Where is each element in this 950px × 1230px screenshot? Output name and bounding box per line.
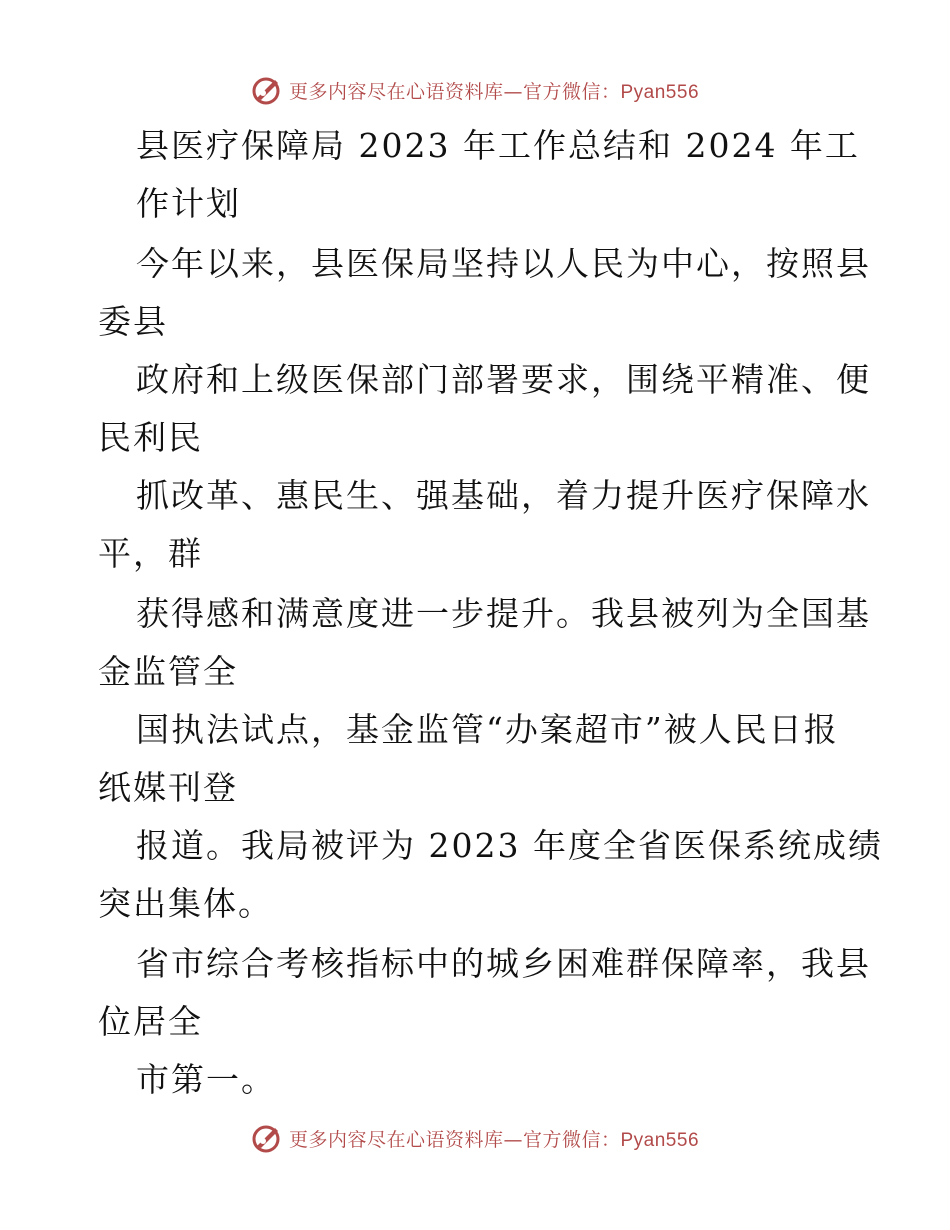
paragraph-line: 位居全 (98, 1002, 203, 1041)
paragraph-line: 报道。我局被评为 2023 年度全省医保系统成绩 (136, 826, 883, 865)
paragraph-line: 政府和上级医保部门部署要求，围绕平精准、便 (136, 360, 871, 399)
wechat-id: Pyan556 (620, 1129, 700, 1151)
paragraph-line: 市第一。 (136, 1060, 276, 1099)
paragraph-line: 突出集体。 (98, 884, 273, 923)
doc-title-line-1: 县医疗保障局 2023 年工作总结和 2024 年工 (136, 126, 860, 165)
paragraph-line: 今年以来，县医保局坚持以人民为中心，按照县 (136, 244, 871, 283)
paragraph-line: 金监管全 (98, 652, 238, 691)
watermark-text: 更多内容尽在心语资料库—官方微信：Pyan556 (288, 1128, 700, 1151)
watermark-banner-bottom (0, 1118, 950, 1158)
paragraph-line: 纸媒刊登 (98, 768, 238, 807)
paragraph-line: 省市综合考核指标中的城乡困难群保障率，我县 (136, 944, 871, 983)
paragraph-line: 获得感和满意度进一步提升。我县被列为全国基 (136, 594, 871, 633)
paragraph-line: 委县 (98, 302, 168, 341)
paragraph-line: 国执法试点，基金监管“办案超市”被人民日报 (136, 710, 839, 749)
brush-logo-icon (251, 1122, 283, 1154)
doc-title-line-2: 作计划 (136, 184, 241, 223)
watermark-text: 更多内容尽在心语资料库—官方微信：Pyan556 (288, 80, 700, 103)
paragraph-line: 抓改革、惠民生、强基础，着力提升医疗保障水 (136, 476, 871, 515)
paragraph-line: 民利民 (98, 418, 203, 457)
wechat-id: Pyan556 (620, 81, 700, 103)
paragraph-line: 平，群 (98, 534, 203, 573)
